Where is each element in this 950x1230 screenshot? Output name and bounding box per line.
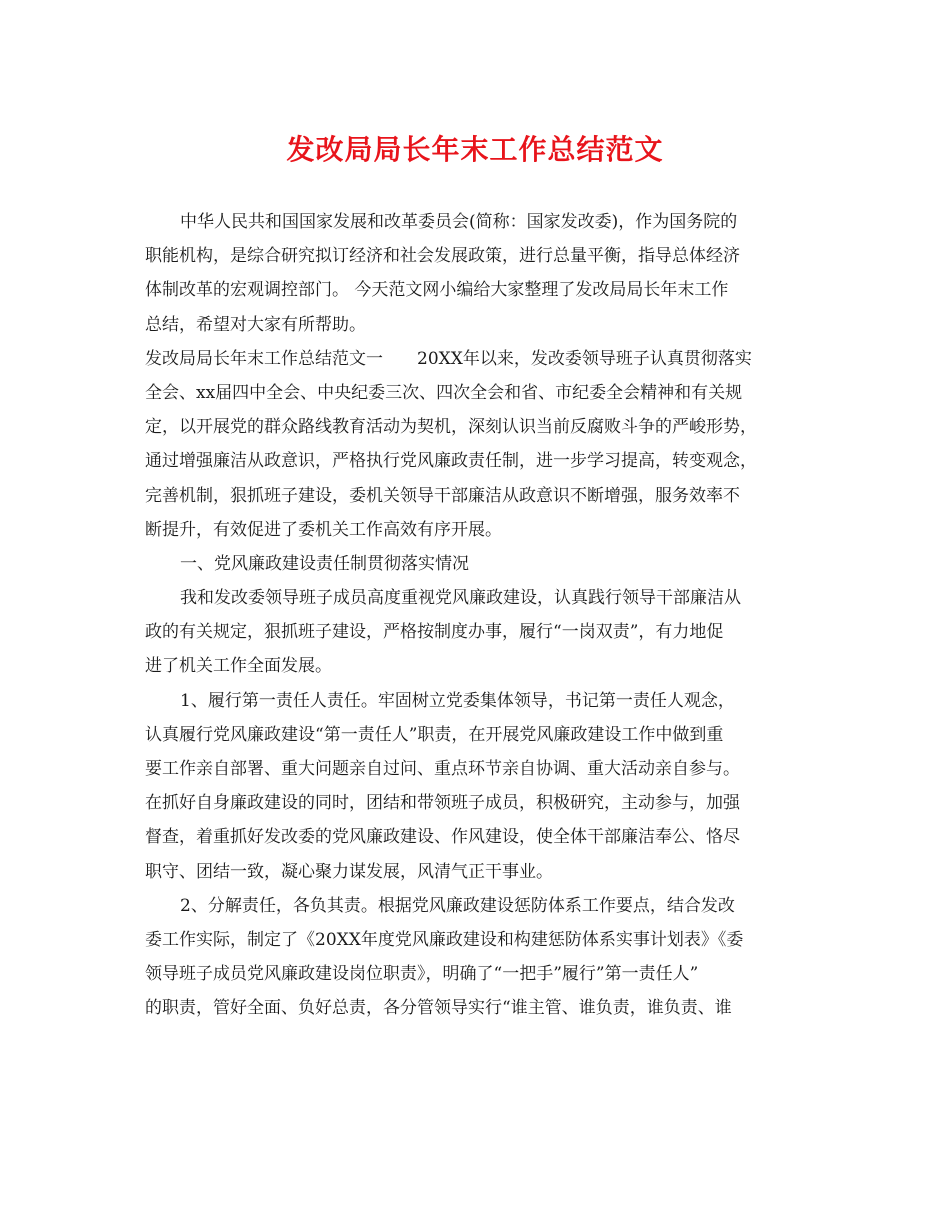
text-line: 我和发改委领导班子成员高度重视党风廉政建设，认真践行领导干部廉洁从	[180, 588, 741, 609]
text-line: 定，以开展党的群众路线教育活动为契机，深刻认识当前反腐败斗争的严峻形势，	[145, 417, 757, 438]
text-line: 1、履行第一责任人责任。牢固树立党委集体领导，书记第一责任人观念，	[180, 690, 735, 711]
text-line: 2、分解责任，各负其责。根据党风廉政建设惩防体系工作要点，结合发改	[180, 895, 735, 916]
document-body	[145, 205, 810, 1026]
text-line: 进了机关工作全面发展。	[145, 656, 332, 677]
text-line: 发改局局长年末工作总结范文一 20XX年以来，发改委领导班子认真贯彻落实	[145, 348, 752, 369]
document-title: 发改局局长年末工作总结范文	[286, 133, 664, 166]
text-line: 职能机构，是综合研究拟订经济和社会发展政策，进行总量平衡，指导总体经济	[145, 246, 740, 267]
text-line: 职守、团结一致，凝心聚力谋发展，风清气正干事业。	[145, 861, 553, 882]
text-line: 要工作亲自部署、重大问题亲自过问、重点环节亲自协调、重大活动亲自参与。	[145, 759, 740, 779]
text-line: 总结，希望对大家有所帮助。	[145, 314, 366, 335]
text-line: 全会、xx届四中全会、中央纪委三次、四次全会和省、市纪委全会精神和有关规	[145, 382, 743, 403]
text-line: 中华人民共和国国家发展和改革委员会(简称：国家发改委)，作为国务院的	[180, 212, 738, 232]
text-line: 一、党风廉政建设责任制贯彻落实情况	[180, 553, 469, 574]
text-line: 完善机制，狠抓班子建设，委机关领导干部廉洁从政意识不断增强，服务效率不	[145, 485, 740, 506]
text-line: 的职责，管好全面、负好总责，各分管领导实行“谁主管、谁负责，谁负责、谁	[145, 998, 732, 1019]
text-line: 领导班子成员党风廉政建设岗位职责》，明确了“一把手”履行”第一责任人”	[145, 964, 699, 985]
text-line: 认真履行党风廉政建设“第一责任人”职责，在开展党风廉政建设工作中做到重	[145, 724, 724, 745]
text-line: 督查，着重抓好发改委的党风廉政建设、作风建设，使全体干部廉洁奉公、恪尽	[145, 827, 740, 848]
text-line: 在抓好自身廉政建设的同时，团结和带领班子成员，积极研究，主动参与，加强	[145, 793, 740, 814]
text-line: 断提升，有效促进了委机关工作高效有序开展。	[145, 519, 502, 540]
text-line: 体制改革的宏观调控部门。 今天范文网小编给大家整理了发改局局长年末工作	[145, 280, 729, 301]
text-line: 通过增强廉洁从政意识，严格执行党风廉政责任制，进一步学习提高，转变观念，	[145, 451, 757, 472]
text-line: 政的有关规定，狠抓班子建设，严格按制度办事，履行“一岗双责”，有力地促	[145, 622, 724, 643]
text-line: 委工作实际，制定了《20XX年度党风廉政建设和构建惩防体系实事计划表》《委	[145, 929, 744, 950]
